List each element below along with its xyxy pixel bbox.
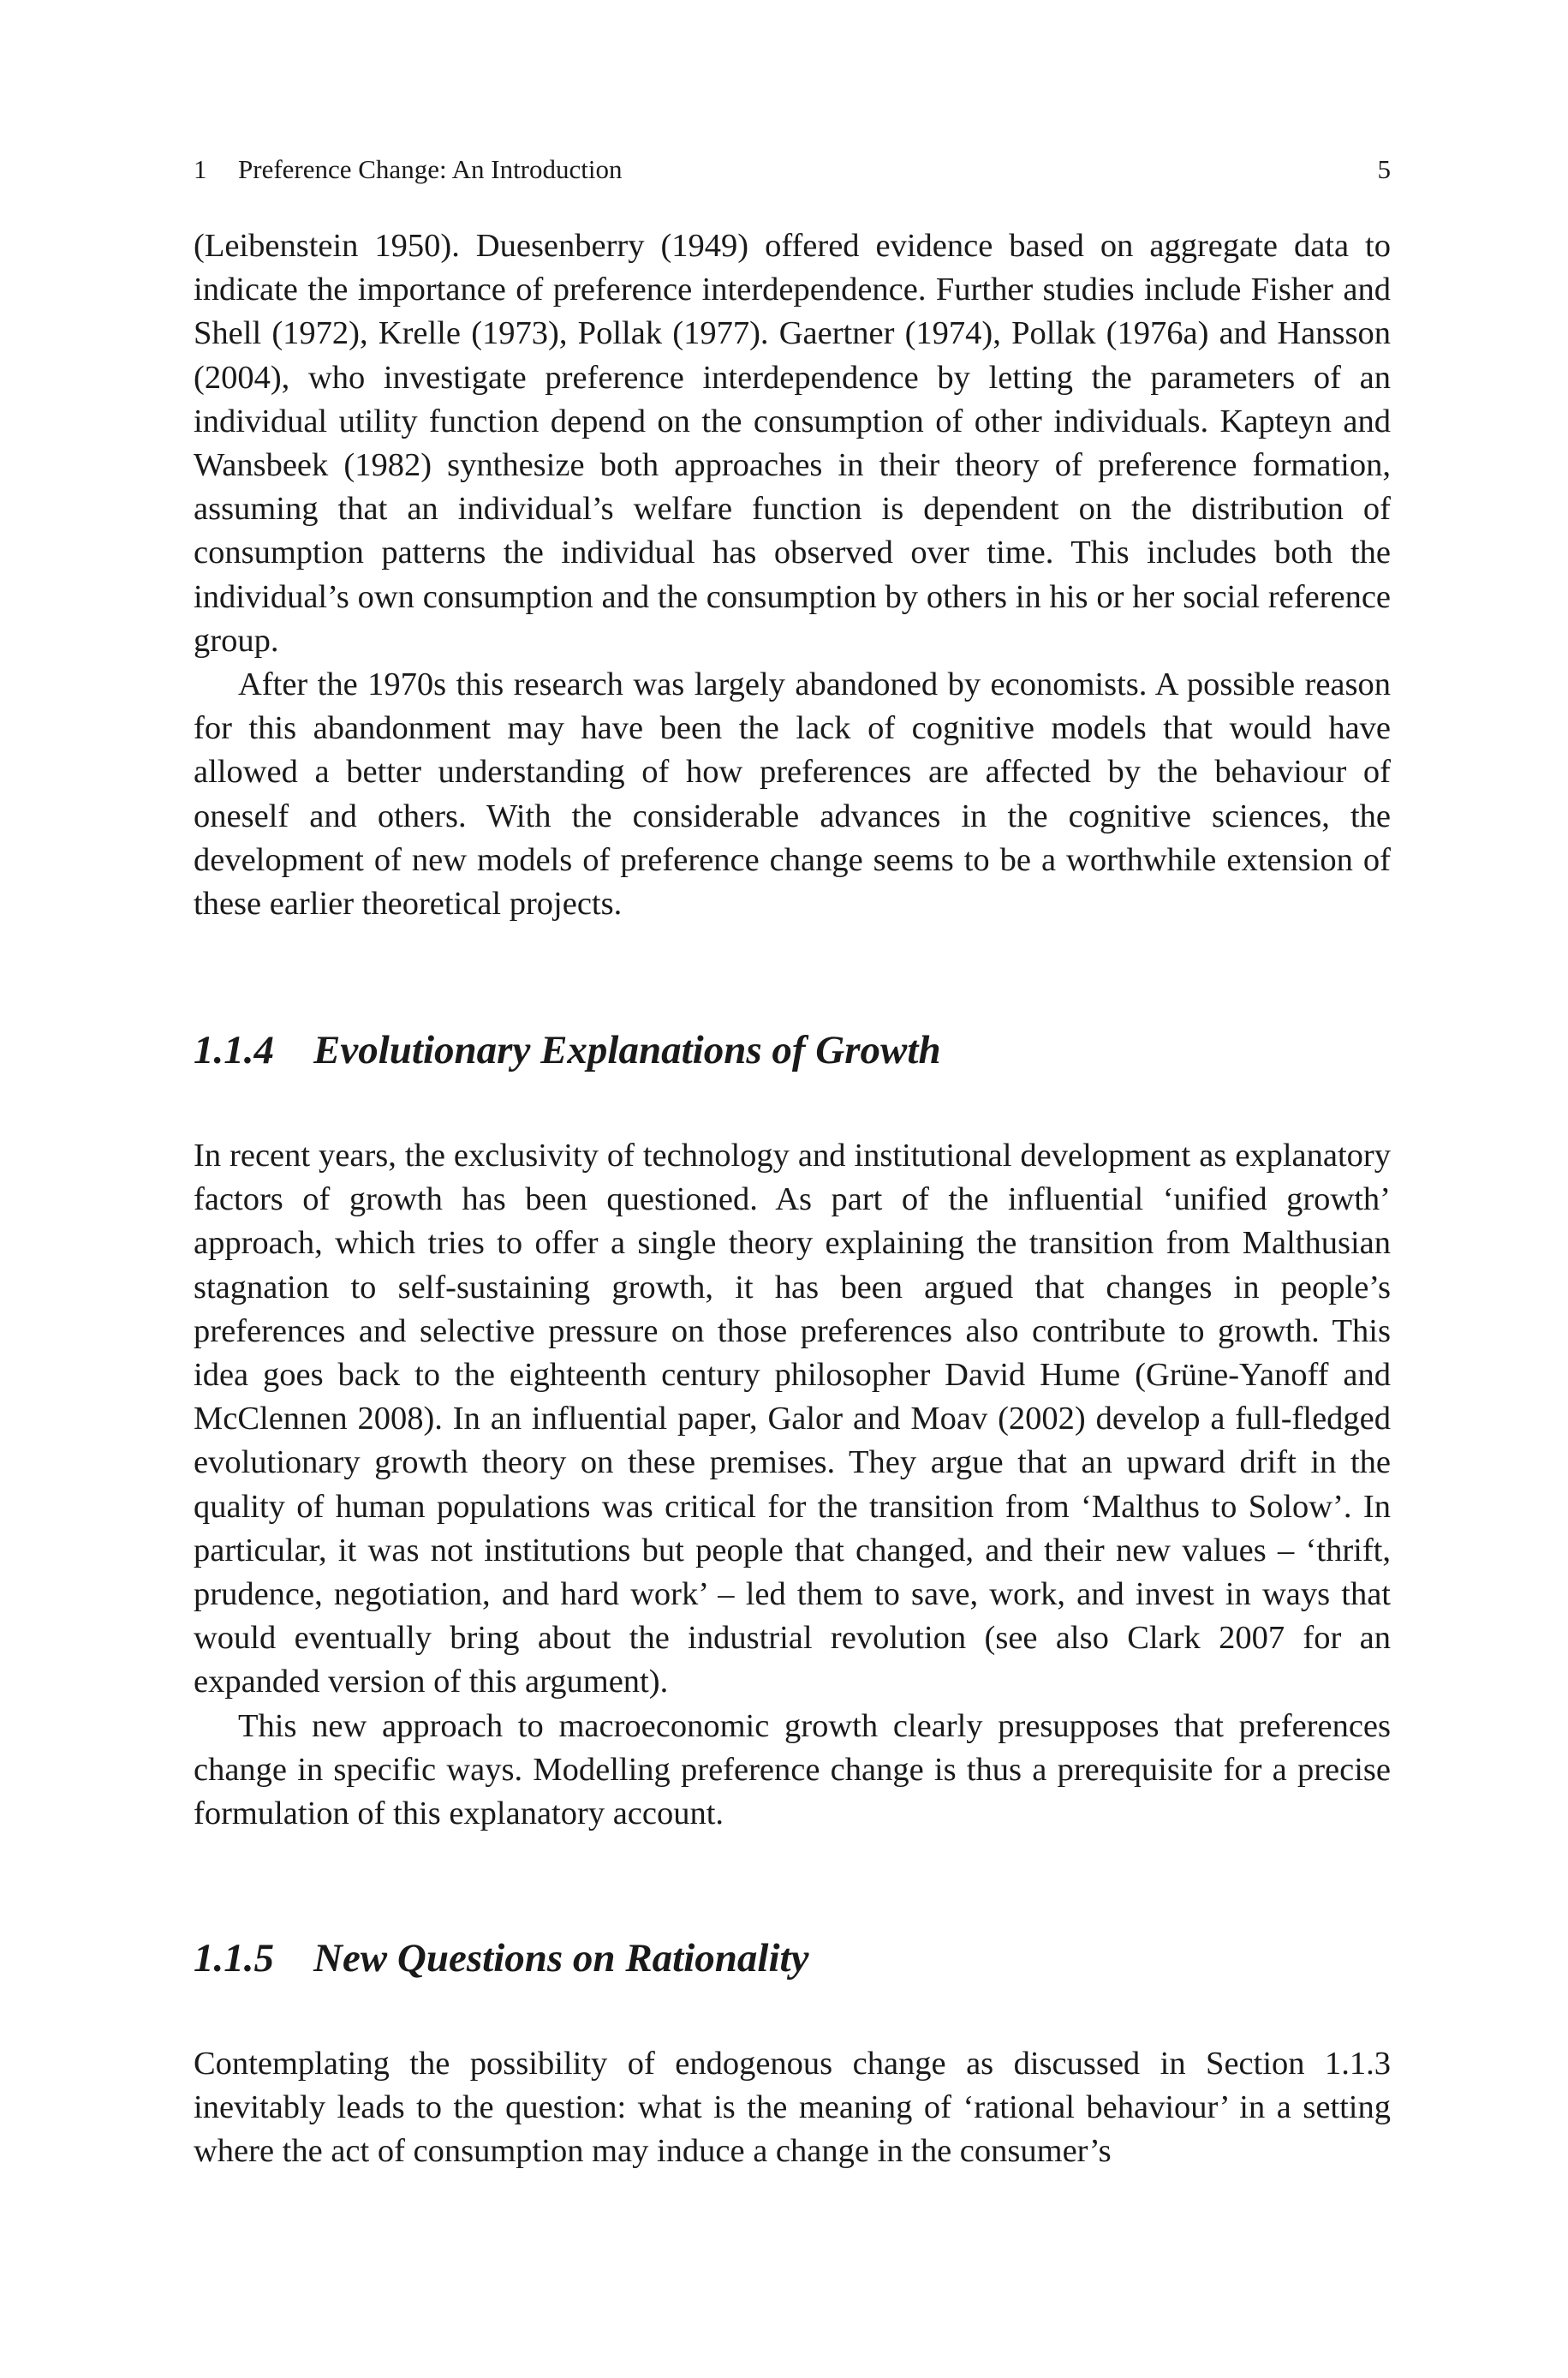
paragraph: (Leibenstein 1950). Duesenberry (1949) offered evidence based on aggregate data to indicate the importance of preference interdependence. Further studies include Fisher and Shell (1972), Krelle (1973), Pollak (1977). Gaertner (1974), Pollak (1976a) and Hansson (2004), who investigate preference interdependence by letting the parameters of an individual utility function depend on the consumption of other individuals. Kapteyn and Wansbeek (1982) synthesize both approaches in their theory of preference formation, assuming that an individual’s welfare function is dependent on the distribution of consumption patterns the individual has observed over time. This includes both the individual’s own consumption and the consumption by others in his or her social reference group.: [194, 228, 1391, 659]
paragraph: Contemplating the possibility of endogenous change as discussed in Section 1.1.3 inevitably leads to the question: what is the meaning of ‘rational behaviour’ in a setting where the act of consumption may induce a change in the consumer’s: [194, 2046, 1391, 2170]
section-body: [194, 1134, 1391, 1836]
running-head-chapter-title: Preference Change: An Introduction: [238, 154, 623, 184]
section-number: 1.1.5: [194, 1936, 274, 1981]
paragraph: After the 1970s this research was largely abandoned by economists. A possible reason for this abandonment may have been the lack of cognitive models that would have allowed a better understanding of how preferences are affected by the behaviour of oneself and others. With the considerable advances in the cognitive sciences, the development of new models of preference change seems to be a worthwhile extension of these earlier theoretical projects.: [194, 666, 1391, 923]
section-number: 1.1.4: [194, 1028, 274, 1072]
section-heading: [194, 1933, 808, 1984]
running-head: [194, 151, 1391, 188]
section-title: Evolutionary Explanations of Growth: [313, 1028, 941, 1072]
paragraph: This new approach to macroeconomic growth clearly presupposes that preferences change in specific ways. Modelling preference change is thus a prerequisite for a precise formulation of this explanatory account.: [194, 1707, 1391, 1832]
section-heading: [194, 1025, 941, 1076]
continuation-text: [194, 224, 1391, 926]
running-head-chapter-number: 1: [194, 154, 207, 184]
section-body: [194, 2042, 1391, 2174]
section-title: New Questions on Rationality: [313, 1936, 809, 1981]
page-number: 5: [1377, 154, 1391, 184]
paragraph: In recent years, the exclusivity of technology and institutional development as explanatory factors of growth has been questioned. As part of the influential ‘unified growth’ approach, which tries to offer a single theory explaining the transition from Malthusian stagnation to self-sustaining growth, it has been argued that changes in people’s preferences and selective pressure on those preferences also contribute to growth. This idea goes back to the eighteenth century philosopher David Hume (Grüne-Yanoff and McClennen 2008). In an influential paper, Galor and Moav (2002) develop a full-fledged evolutionary growth theory on these premises. They argue that an upward drift in the quality of human populations was critical for the transition from ‘Malthus to Solow’. In particular, it was not institutions but people that changed, and their new values – ‘thrift, prudence, negotiation, and hard work’ – led them to save, work, and invest in ways that would eventually bring about the industrial revolution (see also Clark 2007 for an expanded version of this argument).: [194, 1138, 1391, 1700]
